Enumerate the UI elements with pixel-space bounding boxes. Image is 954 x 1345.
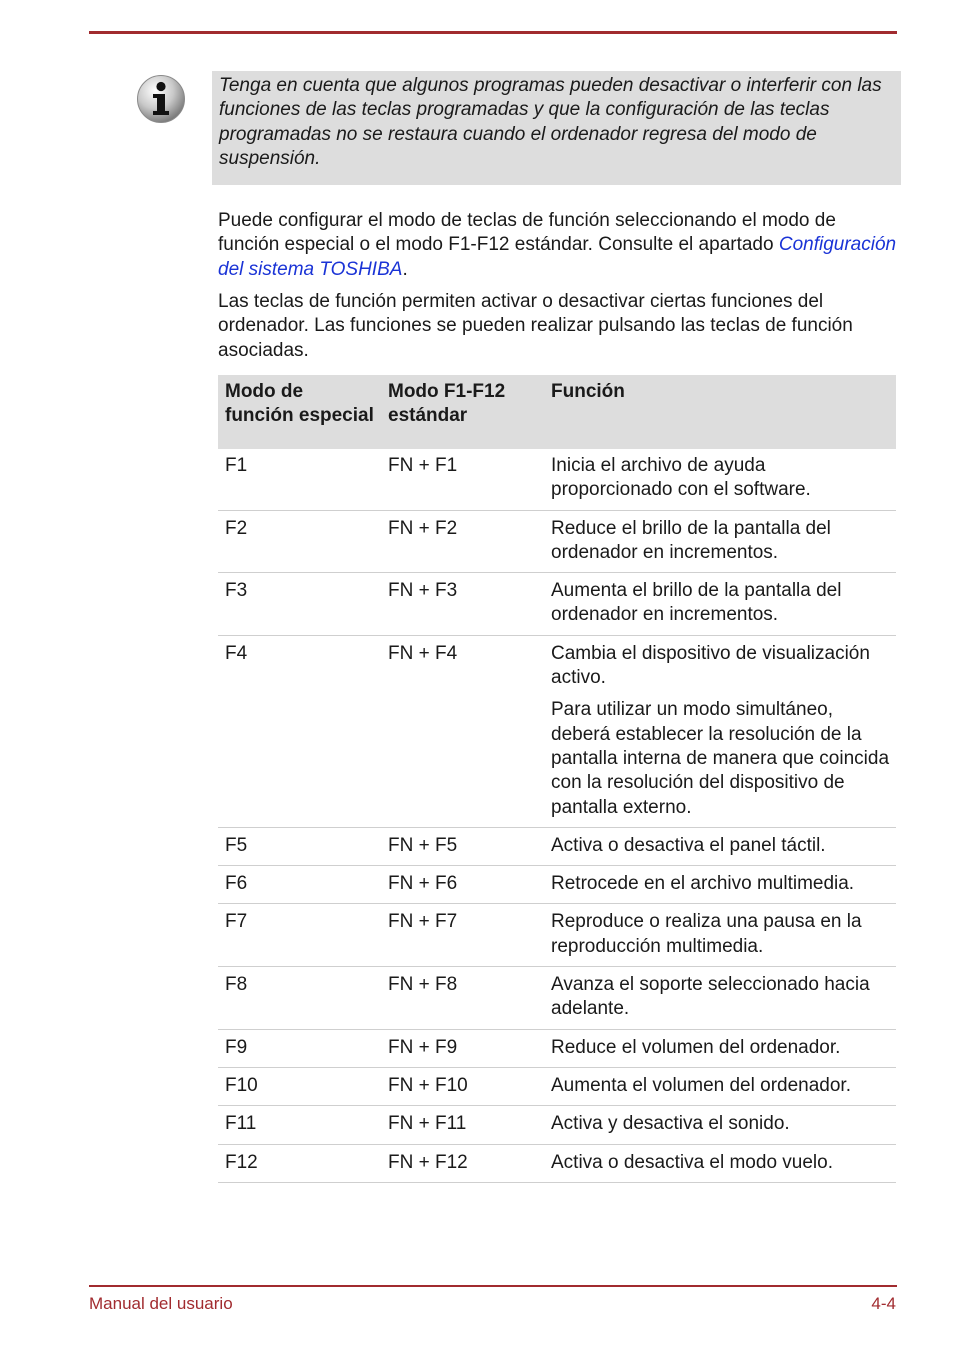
note-box [212, 71, 901, 185]
page-number: 4-4 [871, 1294, 896, 1313]
cell-special-mode: F12 [218, 1144, 381, 1182]
cell-special-mode: F10 [218, 1067, 381, 1105]
table-body [218, 449, 896, 1182]
function-description: Activa y desactiva el sonido. [551, 1113, 790, 1135]
cell-function [544, 1144, 896, 1182]
cell-standard-mode: FN + F1 [381, 449, 544, 510]
function-description: Aumenta el volumen del ordenador. [551, 1074, 851, 1096]
cell-function [544, 1029, 896, 1067]
intro-period: . [402, 258, 408, 280]
header-standard-mode: Modo F1-F12 estándar [381, 375, 544, 449]
table-row [218, 967, 896, 1030]
cell-standard-mode: FN + F3 [381, 573, 544, 636]
intro-paragraph [218, 209, 898, 282]
cell-standard-mode: FN + F11 [381, 1106, 544, 1144]
cell-function [544, 510, 896, 573]
cell-special-mode: F2 [218, 510, 381, 573]
footer-manual-title: Manual del usuario [89, 1294, 233, 1313]
cell-standard-mode: FN + F10 [381, 1067, 544, 1105]
table-row [218, 1106, 896, 1144]
function-description: Para utilizar un modo simultáneo, deberá establecer la resolución de la pantalla interna de manera que coincida con la resolución del dispositivo de pantalla externo. [551, 699, 890, 818]
cell-standard-mode: FN + F8 [381, 967, 544, 1030]
cell-special-mode: F6 [218, 866, 381, 904]
function-keys-table [218, 375, 896, 1183]
function-description: Inicia el archivo de ayuda proporcionado con el software. [551, 455, 811, 501]
cell-special-mode: F5 [218, 827, 381, 865]
function-description: Cambia el dispositivo de visualización activo. [551, 642, 870, 689]
cell-function [544, 827, 896, 865]
function-description: Reduce el volumen del ordenador. [551, 1036, 841, 1058]
cell-special-mode: F9 [218, 1029, 381, 1067]
table-header-row [218, 375, 896, 449]
intro-text: Puede configurar el modo de teclas de función seleccionando el modo de función especial o el modo F1-F12 estándar. Consulte el apartado [218, 210, 836, 256]
cell-special-mode: F1 [218, 449, 381, 510]
footer-rule [89, 1285, 897, 1287]
cell-standard-mode: FN + F2 [381, 510, 544, 573]
function-keys-paragraph: Las teclas de función permiten activar o desactivar ciertas funciones del ordenador. Las funciones se pueden realizar pulsando las teclas de función asociadas. [218, 291, 853, 361]
cell-special-mode: F7 [218, 904, 381, 967]
cell-standard-mode: FN + F4 [381, 635, 544, 827]
cell-function [544, 635, 896, 827]
function-description: Activa o desactiva el panel táctil. [551, 834, 826, 856]
cell-function [544, 904, 896, 967]
note-text: Tenga en cuenta que algunos programas pueden desactivar o interferir con las funciones de las teclas programadas y que la configuración de las teclas programadas no se restaura cuando el ordenador regresa del modo de suspensión. [219, 75, 882, 169]
header-special-mode: Modo de función especial [218, 375, 381, 449]
cell-function [544, 967, 896, 1030]
table-row [218, 635, 896, 827]
cell-special-mode: F4 [218, 635, 381, 827]
cell-function [544, 573, 896, 636]
table-row [218, 904, 896, 967]
header-function: Función [544, 375, 896, 449]
function-description: Retrocede en el archivo multimedia. [551, 873, 855, 895]
function-description: Avanza el soporte seleccionado hacia adelante. [551, 974, 870, 1020]
header-rule [89, 31, 897, 34]
table-row [218, 1067, 896, 1105]
toshiba-settings-link[interactable]: Configuración del sistema TOSHIBA [218, 234, 897, 280]
cell-special-mode: F8 [218, 967, 381, 1030]
function-description: Reduce el brillo de la pantalla del ordenador en incrementos. [551, 517, 831, 563]
cell-function [544, 449, 896, 510]
table-row [218, 449, 896, 510]
cell-special-mode: F3 [218, 573, 381, 636]
cell-standard-mode: FN + F5 [381, 827, 544, 865]
table-row [218, 573, 896, 636]
cell-function [544, 1067, 896, 1105]
cell-function [544, 866, 896, 904]
cell-standard-mode: FN + F12 [381, 1144, 544, 1182]
cell-special-mode: F11 [218, 1106, 381, 1144]
table-row [218, 827, 896, 865]
function-description: Aumenta el brillo de la pantalla del ordenador en incrementos. [551, 580, 842, 626]
info-icon [136, 74, 186, 124]
table-row [218, 866, 896, 904]
cell-standard-mode: FN + F7 [381, 904, 544, 967]
function-description: Reproduce o realiza una pausa en la reproducción multimedia. [551, 911, 862, 957]
cell-standard-mode: FN + F6 [381, 866, 544, 904]
cell-function [544, 1106, 896, 1144]
table-row [218, 510, 896, 573]
cell-standard-mode: FN + F9 [381, 1029, 544, 1067]
table-row [218, 1144, 896, 1182]
function-description: Activa o desactiva el modo vuelo. [551, 1151, 833, 1173]
table-row [218, 1029, 896, 1067]
